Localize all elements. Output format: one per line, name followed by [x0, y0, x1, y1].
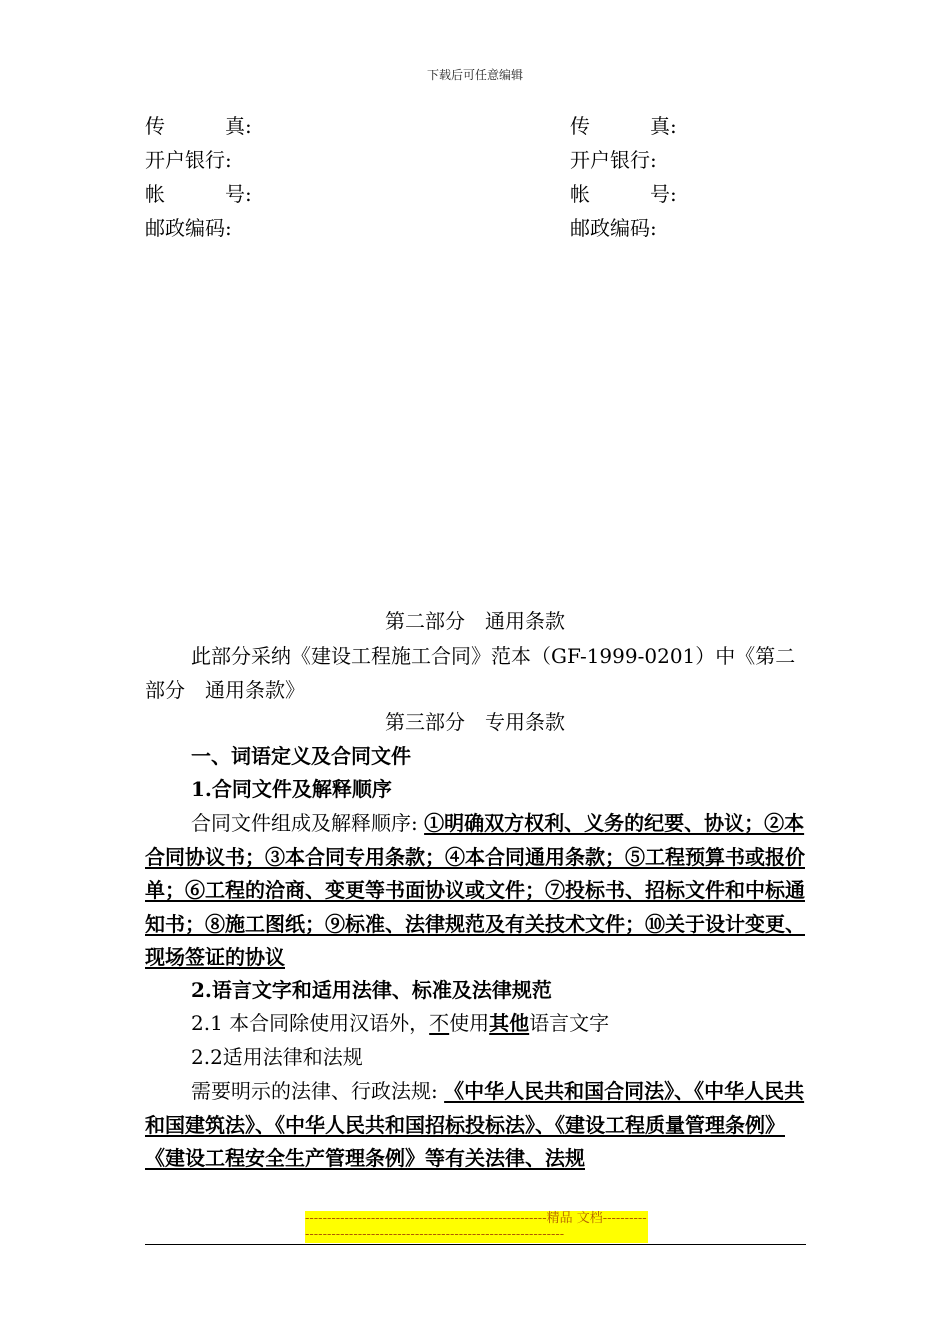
header-note: 下载后可任意编辑	[426, 68, 523, 82]
laws-label: 需要明示的法律、行政法规:	[191, 1079, 438, 1103]
bank-label-right: 开户银行:	[570, 148, 657, 172]
section1-heading: 一、词语定义及合同文件	[191, 744, 411, 768]
clause-2-1-text: 2.1 本合同除使用汉语外，	[191, 1011, 430, 1035]
laws-text: 《中华人民共和国合同法》、《中华人民共和国建筑法》、《中华人民共和国招标投标法》、《建设工程质量管理条例》《建设工程安全生产管理条例》等有关法律、法规	[145, 1079, 805, 1170]
order-label: 合同文件组成及解释顺序:	[191, 811, 418, 835]
footer-watermark: -------------------------------------------------------精品 文档---------------------------------------------------------------------	[305, 1211, 647, 1242]
sub1-heading: 1.合同文件及解释顺序	[191, 777, 392, 801]
laws-paragraph	[145, 1075, 806, 1176]
part2-title: 第二部分 通用条款	[385, 609, 565, 633]
fax-label-left: 传 真:	[145, 114, 252, 138]
postcode-label-left: 邮政编码:	[145, 216, 232, 240]
sub2-heading: 2.语言文字和适用法律、标准及法律规范	[191, 978, 552, 1002]
bank-label-left: 开户银行:	[145, 148, 232, 172]
account-label-right: 帐 号:	[570, 182, 677, 206]
part2-text: 此部分采纳《建设工程施工合同》范本（GF-1999-0201）中《第二部分 通用条款》	[145, 644, 796, 702]
clause-2-1	[191, 1007, 609, 1040]
clause-2-1-other: 其他	[489, 1011, 530, 1035]
clause-2-1-not: 不	[429, 1011, 450, 1035]
contract-order-paragraph	[145, 807, 806, 975]
clause-2-1-use: 使用	[449, 1011, 490, 1035]
account-label-left: 帐 号:	[145, 182, 252, 206]
order-text: ①明确双方权利、义务的纪要、协议；②本合同协议书；③本合同专用条款；④本合同通用条款；⑤工程预算书或报价单；⑥工程的洽商、变更等书面协议或文件；⑦投标书、招标文件和中标通知书；⑧施工图纸；⑨标准、法律规范及有关技术文件；⑩关于设计变更、现场签证的协议	[145, 811, 805, 969]
fax-label-right: 传 真:	[570, 114, 677, 138]
postcode-label-right: 邮政编码:	[570, 216, 657, 240]
part3-title: 第三部分 专用条款	[385, 710, 565, 734]
clause-2-1-language: 语言文字	[529, 1011, 610, 1035]
footer-rule	[145, 1244, 806, 1245]
clause-2-2: 2.2适用法律和法规	[191, 1045, 363, 1069]
